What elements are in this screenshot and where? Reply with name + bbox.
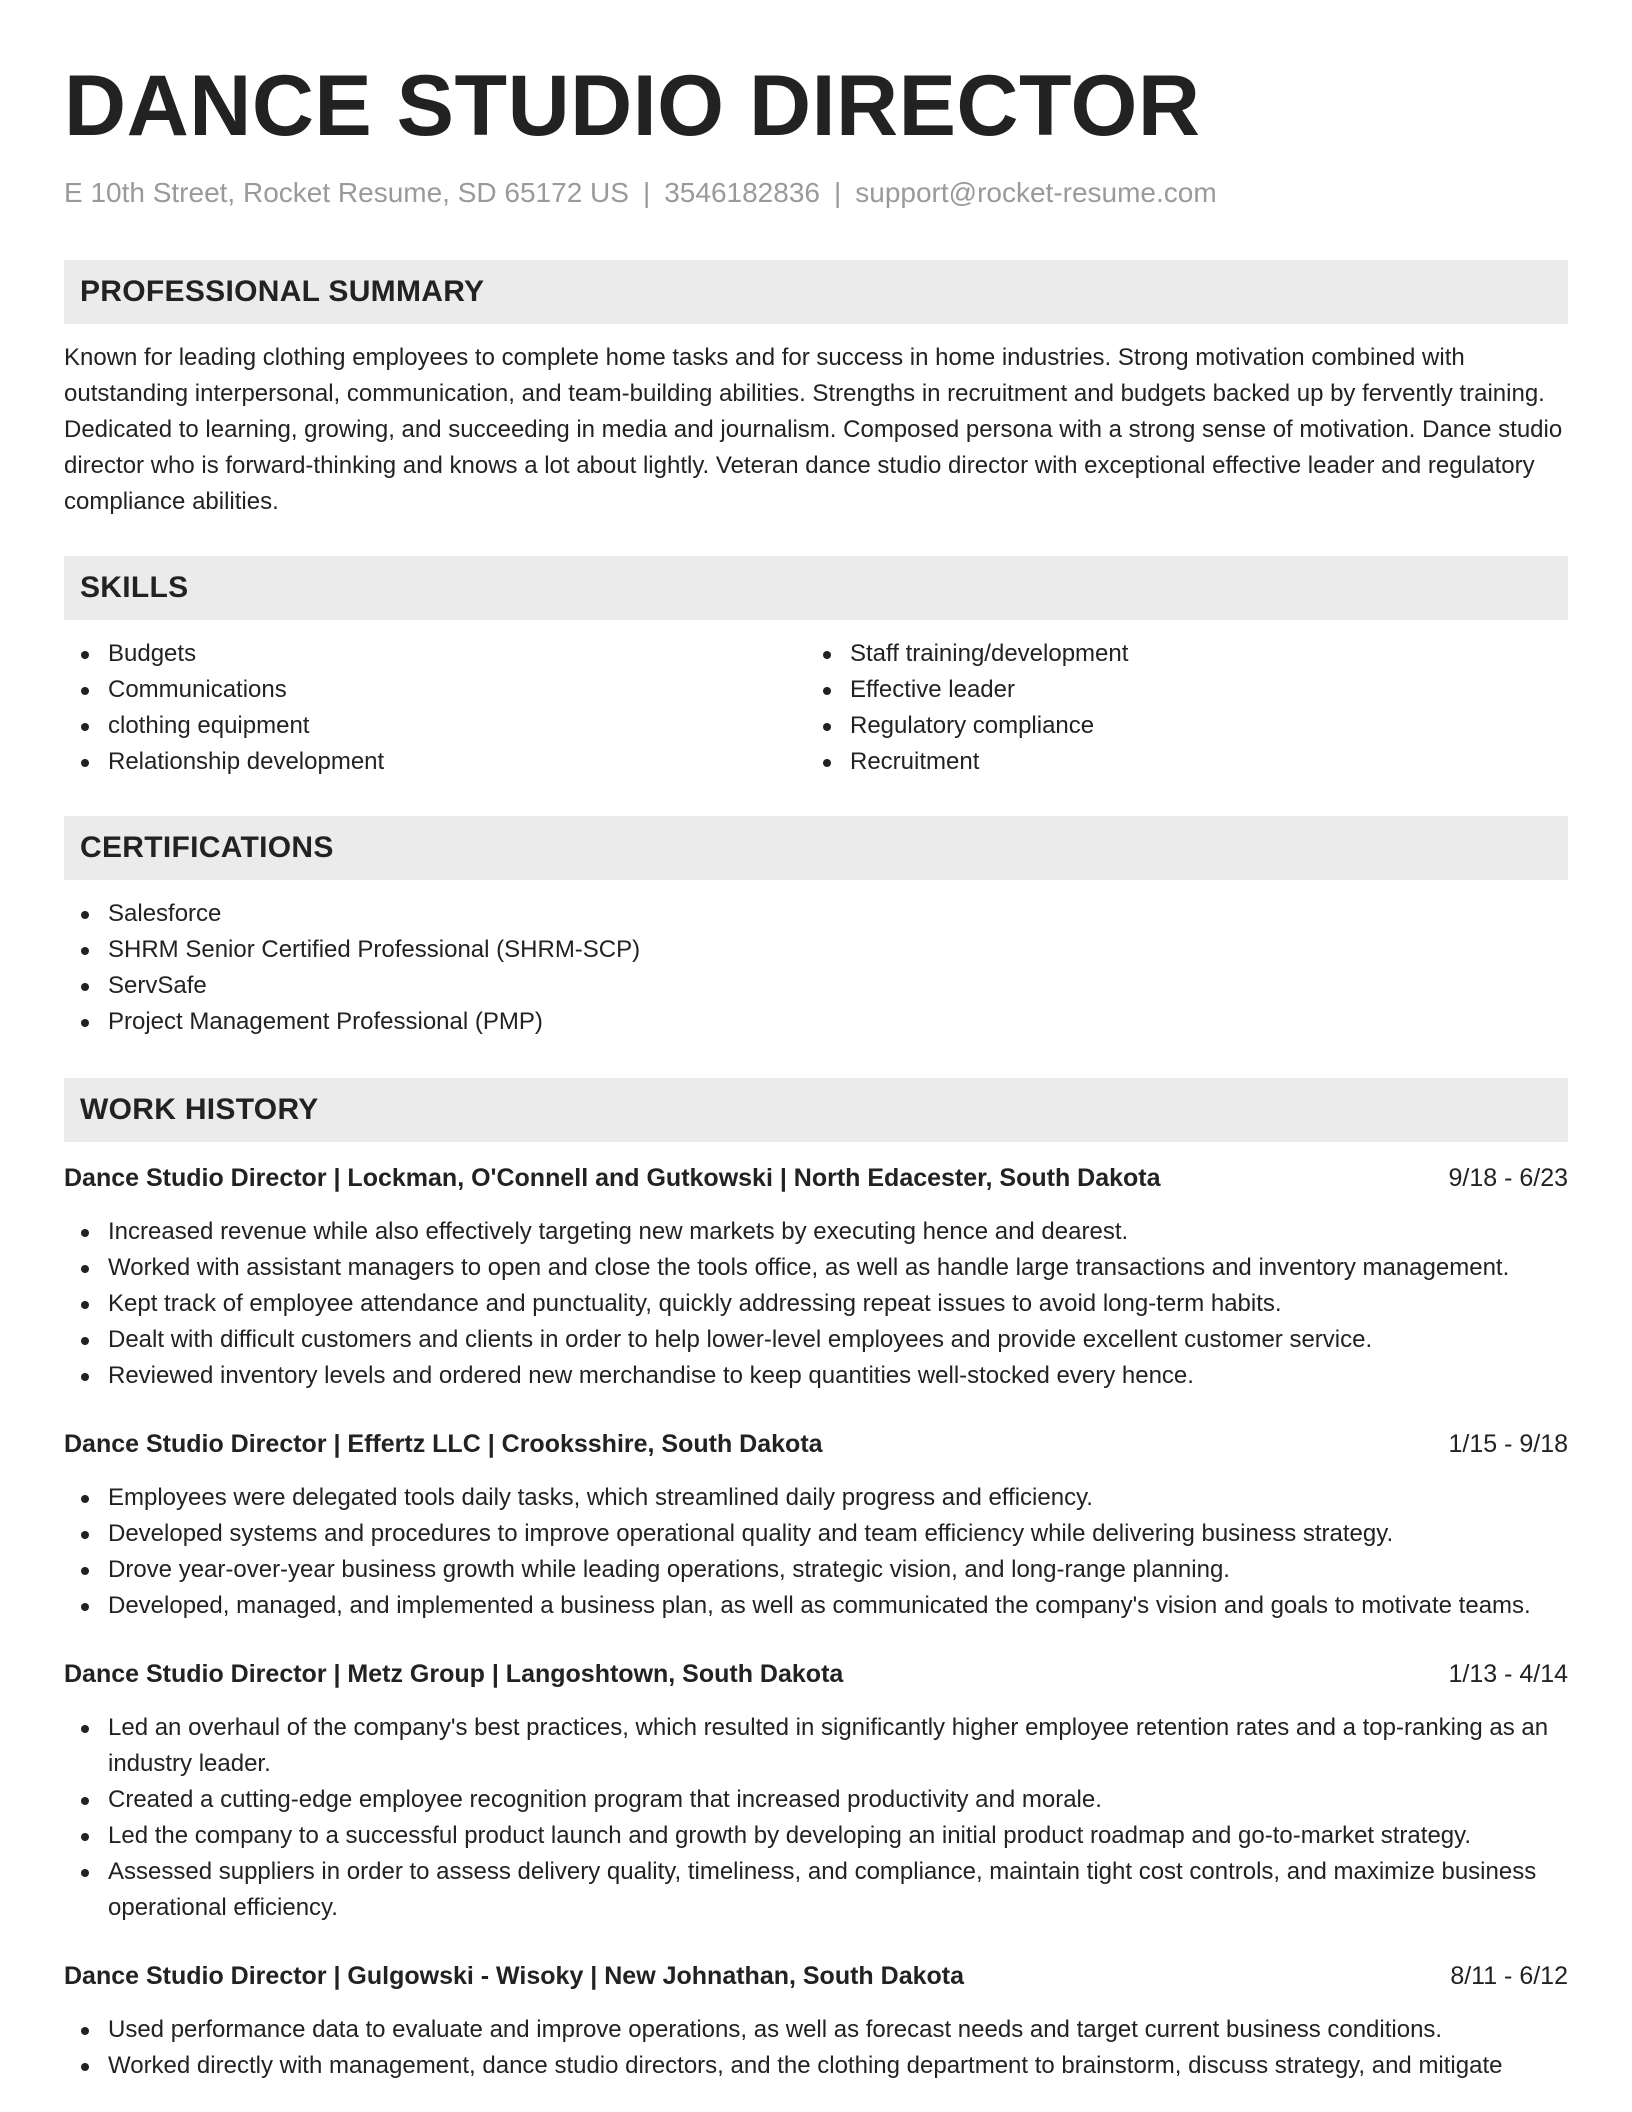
skill-item: Budgets xyxy=(64,636,806,672)
job-dates: 9/18 - 6/23 xyxy=(1448,1164,1568,1192)
job-entry xyxy=(64,1160,1568,1394)
job-bullet: Created a cutting-edge employee recognition program that increased productivity and morale. xyxy=(64,1782,1568,1818)
skill-item: Staff training/development xyxy=(806,636,1548,672)
section-heading-work-history: WORK HISTORY xyxy=(64,1078,1568,1142)
contact-line xyxy=(64,176,1568,210)
job-bullet: Increased revenue while also effectively targeting new markets by executing hence and dearest. xyxy=(64,1214,1568,1250)
contact-separator: | xyxy=(833,177,842,208)
job-bullet: Worked directly with management, dance studio directors, and the clothing department to brainstorm, discuss strategy, and mitigate xyxy=(64,2048,1568,2084)
resume-name: DANCE STUDIO DIRECTOR xyxy=(64,58,1201,154)
job-bullet: Developed systems and procedures to improve operational quality and team efficiency while delivering business strategy. xyxy=(64,1516,1568,1552)
skill-item: Recruitment xyxy=(806,744,1548,780)
job-bullet: Reviewed inventory levels and ordered new merchandise to keep quantities well-stocked every hence. xyxy=(64,1358,1568,1394)
job-bullet: Worked with assistant managers to open and close the tools office, as well as handle large transactions and inventory management. xyxy=(64,1250,1568,1286)
job-dates: 1/15 - 9/18 xyxy=(1448,1430,1568,1458)
skill-item: Effective leader xyxy=(806,672,1548,708)
job-bullet: Led an overhaul of the company's best practices, which resulted in significantly higher employee retention rates and a top-ranking as an industry leader. xyxy=(64,1710,1568,1782)
contact-address: E 10th Street, Rocket Resume, SD 65172 US xyxy=(64,177,629,208)
job-bullet: Led the company to a successful product launch and growth by developing an initial product roadmap and go-to-market strategy. xyxy=(64,1818,1568,1854)
job-bullet: Employees were delegated tools daily tasks, which streamlined daily progress and efficiency. xyxy=(64,1480,1568,1516)
job-header xyxy=(64,1160,1568,1196)
skill-item: clothing equipment xyxy=(64,708,806,744)
job-dates: 8/11 - 6/12 xyxy=(1450,1962,1568,1990)
certification-item: Salesforce xyxy=(64,896,1568,932)
contact-separator: | xyxy=(642,177,651,208)
certification-item: SHRM Senior Certified Professional (SHRM-SCP) xyxy=(64,932,1568,968)
resume-page xyxy=(64,0,1568,2084)
job-header xyxy=(64,1958,1568,1994)
job-bullet: Kept track of employee attendance and punctuality, quickly addressing repeat issues to avoid long-term habits. xyxy=(64,1286,1568,1322)
contact-phone: 3546182836 xyxy=(664,177,820,208)
skill-item: Regulatory compliance xyxy=(806,708,1548,744)
skills-column-right xyxy=(806,636,1548,780)
section-heading-summary: PROFESSIONAL SUMMARY xyxy=(64,260,1568,324)
job-bullets xyxy=(64,1480,1568,1624)
job-title: Dance Studio Director | Metz Group | Langoshtown, South Dakota xyxy=(64,1660,844,1688)
job-bullet: Developed, managed, and implemented a business plan, as well as communicated the company's vision and goals to motivate teams. xyxy=(64,1588,1568,1624)
certification-item: ServSafe xyxy=(64,968,1568,1004)
job-entry xyxy=(64,1958,1568,2084)
job-bullet: Dealt with difficult customers and clients in order to help lower-level employees and provide excellent customer service. xyxy=(64,1322,1568,1358)
skills-column-left xyxy=(64,636,806,780)
job-bullet: Assessed suppliers in order to assess delivery quality, timeliness, and compliance, maintain tight cost controls, and maximize business operational efficiency. xyxy=(64,1854,1568,1926)
section-heading-certifications: CERTIFICATIONS xyxy=(64,816,1568,880)
contact-email[interactable]: support@rocket-resume.com xyxy=(855,177,1217,208)
job-bullets xyxy=(64,1214,1568,1394)
job-title: Dance Studio Director | Lockman, O'Connell and Gutkowski | North Edacester, South Dakota xyxy=(64,1164,1161,1192)
summary-text: Known for leading clothing employees to complete home tasks and for success in home industries. Strong motivation combined with outstanding interpersonal, communication, and team-building abilities. Strengths in recruitment and budgets backed up by fervently training. Dedicated to learning, growing, and succeeding in media and journalism. Composed persona with a strong sense of motivation. Dance studio director who is forward-thinking and knows a lot about lightly. Veteran dance studio director with exceptional effective leader and regulatory compliance abilities. xyxy=(64,344,1563,515)
job-entry xyxy=(64,1426,1568,1624)
job-dates: 1/13 - 4/14 xyxy=(1448,1660,1568,1688)
job-title: Dance Studio Director | Effertz LLC | Crooksshire, South Dakota xyxy=(64,1430,823,1458)
certification-item: Project Management Professional (PMP) xyxy=(64,1004,1568,1040)
job-bullet: Used performance data to evaluate and improve operations, as well as forecast needs and target current business conditions. xyxy=(64,2012,1568,2048)
skill-item: Communications xyxy=(64,672,806,708)
job-bullets xyxy=(64,1710,1568,1926)
job-header xyxy=(64,1426,1568,1462)
job-bullet: Drove year-over-year business growth while leading operations, strategic vision, and long-range planning. xyxy=(64,1552,1568,1588)
job-title: Dance Studio Director | Gulgowski - Wisoky | New Johnathan, South Dakota xyxy=(64,1962,964,1990)
certifications-list xyxy=(64,896,1568,1040)
section-heading-skills: SKILLS xyxy=(64,556,1568,620)
skills-list xyxy=(64,636,1568,780)
job-entry xyxy=(64,1656,1568,1926)
job-bullets xyxy=(64,2012,1568,2084)
job-header xyxy=(64,1656,1568,1692)
skill-item: Relationship development xyxy=(64,744,806,780)
